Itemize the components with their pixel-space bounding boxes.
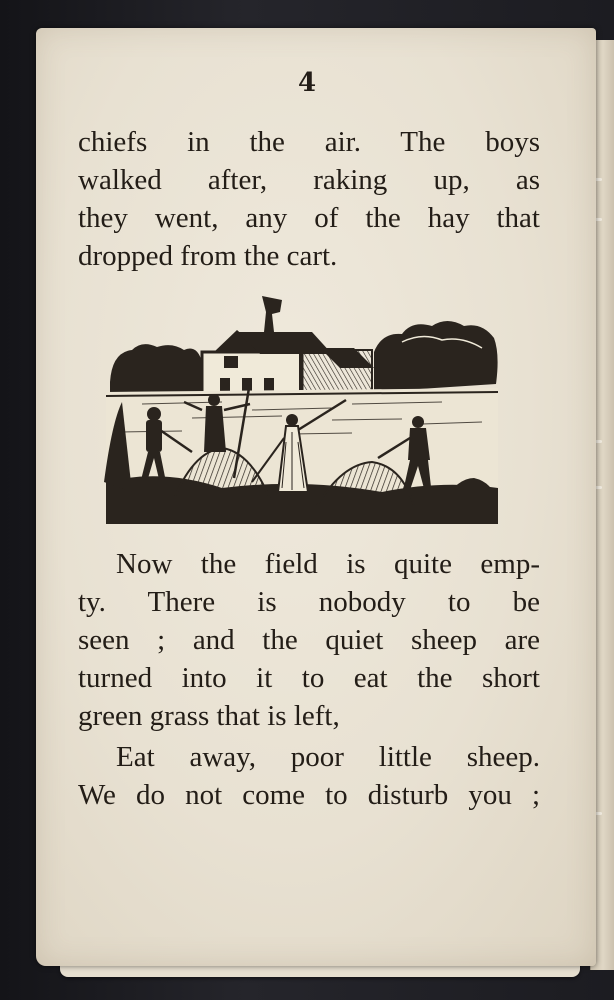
text-line: chiefs in the air. The boys bbox=[78, 126, 540, 158]
text-line: walked after, raking up, as bbox=[78, 164, 540, 196]
text-line: seen ; and the quiet sheep are bbox=[78, 624, 540, 656]
text-line: Eat away, poor little sheep. bbox=[116, 741, 540, 773]
text-line: green grass that is left, bbox=[78, 700, 340, 732]
text-line: ty. There is nobody to be bbox=[78, 586, 540, 618]
text-line: Now the field is quite emp- bbox=[116, 548, 540, 580]
text-line: dropped from the cart. bbox=[78, 240, 338, 272]
text-line: they went, any of the hay that bbox=[78, 202, 540, 234]
paragraph-1 bbox=[78, 123, 540, 275]
page-number: 4 bbox=[297, 68, 317, 98]
text-line: We do not come to disturb you ; bbox=[78, 779, 540, 811]
paragraph-3 bbox=[78, 738, 540, 814]
haymaking-woodcut-icon bbox=[102, 292, 502, 524]
text-line: turned into it to eat the short bbox=[78, 662, 540, 694]
paragraph-2 bbox=[78, 545, 540, 735]
